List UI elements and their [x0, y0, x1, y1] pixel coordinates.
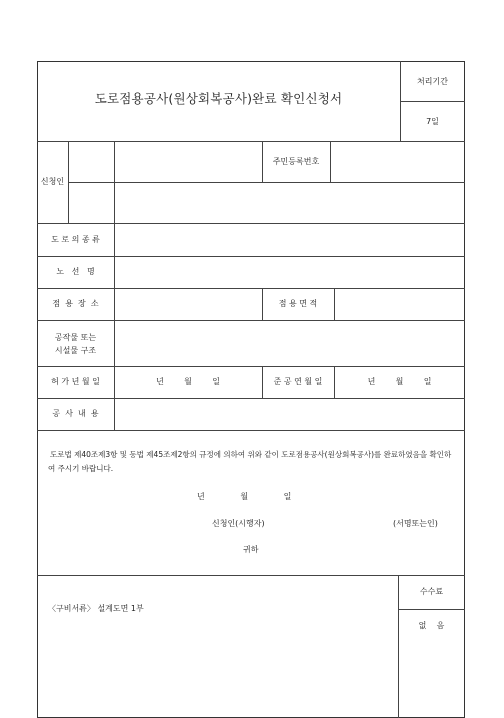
statement-text: 도로법 제40조제3항 및 동법 제45조제2항의 규정에 의하여 위와 같이 도로점용공사(원상회복공사)를 완료하였음을 확인하여 주시기 바랍니다. — [48, 450, 452, 473]
resident-number-label: 주민등록번호 — [272, 157, 320, 166]
applicant-address-field[interactable] — [115, 183, 464, 222]
occupancy-place-label: 점 용 장 소 — [52, 299, 99, 308]
row-divider — [37, 575, 465, 576]
structure-field[interactable] — [115, 321, 464, 365]
row-divider — [37, 366, 465, 367]
structure-label-line2: 시설물 구조 — [54, 346, 97, 355]
fee-value: 없 음 — [418, 621, 445, 630]
processing-period-label: 처리기간 — [417, 77, 448, 86]
applicant-name-field[interactable] — [115, 142, 261, 181]
permit-date-label: 허 가 년 월 일 — [51, 377, 100, 386]
row-divider — [37, 430, 465, 431]
structure-label-line1: 공작물 또는 — [54, 333, 97, 342]
row-divider — [398, 609, 465, 610]
processing-period-value: 7일 — [426, 117, 439, 126]
road-type-field[interactable] — [115, 224, 464, 255]
resident-number-field[interactable] — [331, 142, 464, 181]
completion-date-label: 준 공 연 월 일 — [273, 377, 323, 386]
column-divider — [400, 61, 401, 141]
occupancy-place-field[interactable] — [115, 289, 261, 319]
work-content-label: 공 사 내 용 — [52, 409, 99, 418]
applicant-label: 신청인 — [40, 177, 65, 186]
fee-label: 수수료 — [419, 587, 444, 596]
occupancy-area-label: 점 용 면 적 — [278, 299, 318, 308]
row-divider — [400, 101, 465, 102]
permit-date-value[interactable]: 년 월 일 — [156, 377, 220, 386]
occupancy-area-field[interactable] — [335, 289, 464, 319]
date-line[interactable]: 년 월 일 — [197, 492, 292, 501]
applicant-signer-label: 신청인(시행자) — [212, 519, 265, 528]
route-name-label: 노 선 명 — [56, 267, 95, 276]
addressee-label: 귀하 — [243, 545, 259, 554]
column-divider — [68, 141, 69, 223]
route-name-field[interactable] — [115, 257, 464, 287]
attachments-note: 〈구비서류〉 설계도면 1부 — [48, 604, 144, 613]
signature-note: (서명또는인) — [393, 519, 438, 528]
form-title: 도로점용공사(원상회복공사)완료 확인신청서 — [94, 91, 343, 106]
road-type-label: 도 로 의 종 류 — [51, 235, 100, 244]
work-content-field[interactable] — [115, 399, 464, 429]
completion-date-value[interactable]: 년 월 일 — [367, 377, 432, 386]
